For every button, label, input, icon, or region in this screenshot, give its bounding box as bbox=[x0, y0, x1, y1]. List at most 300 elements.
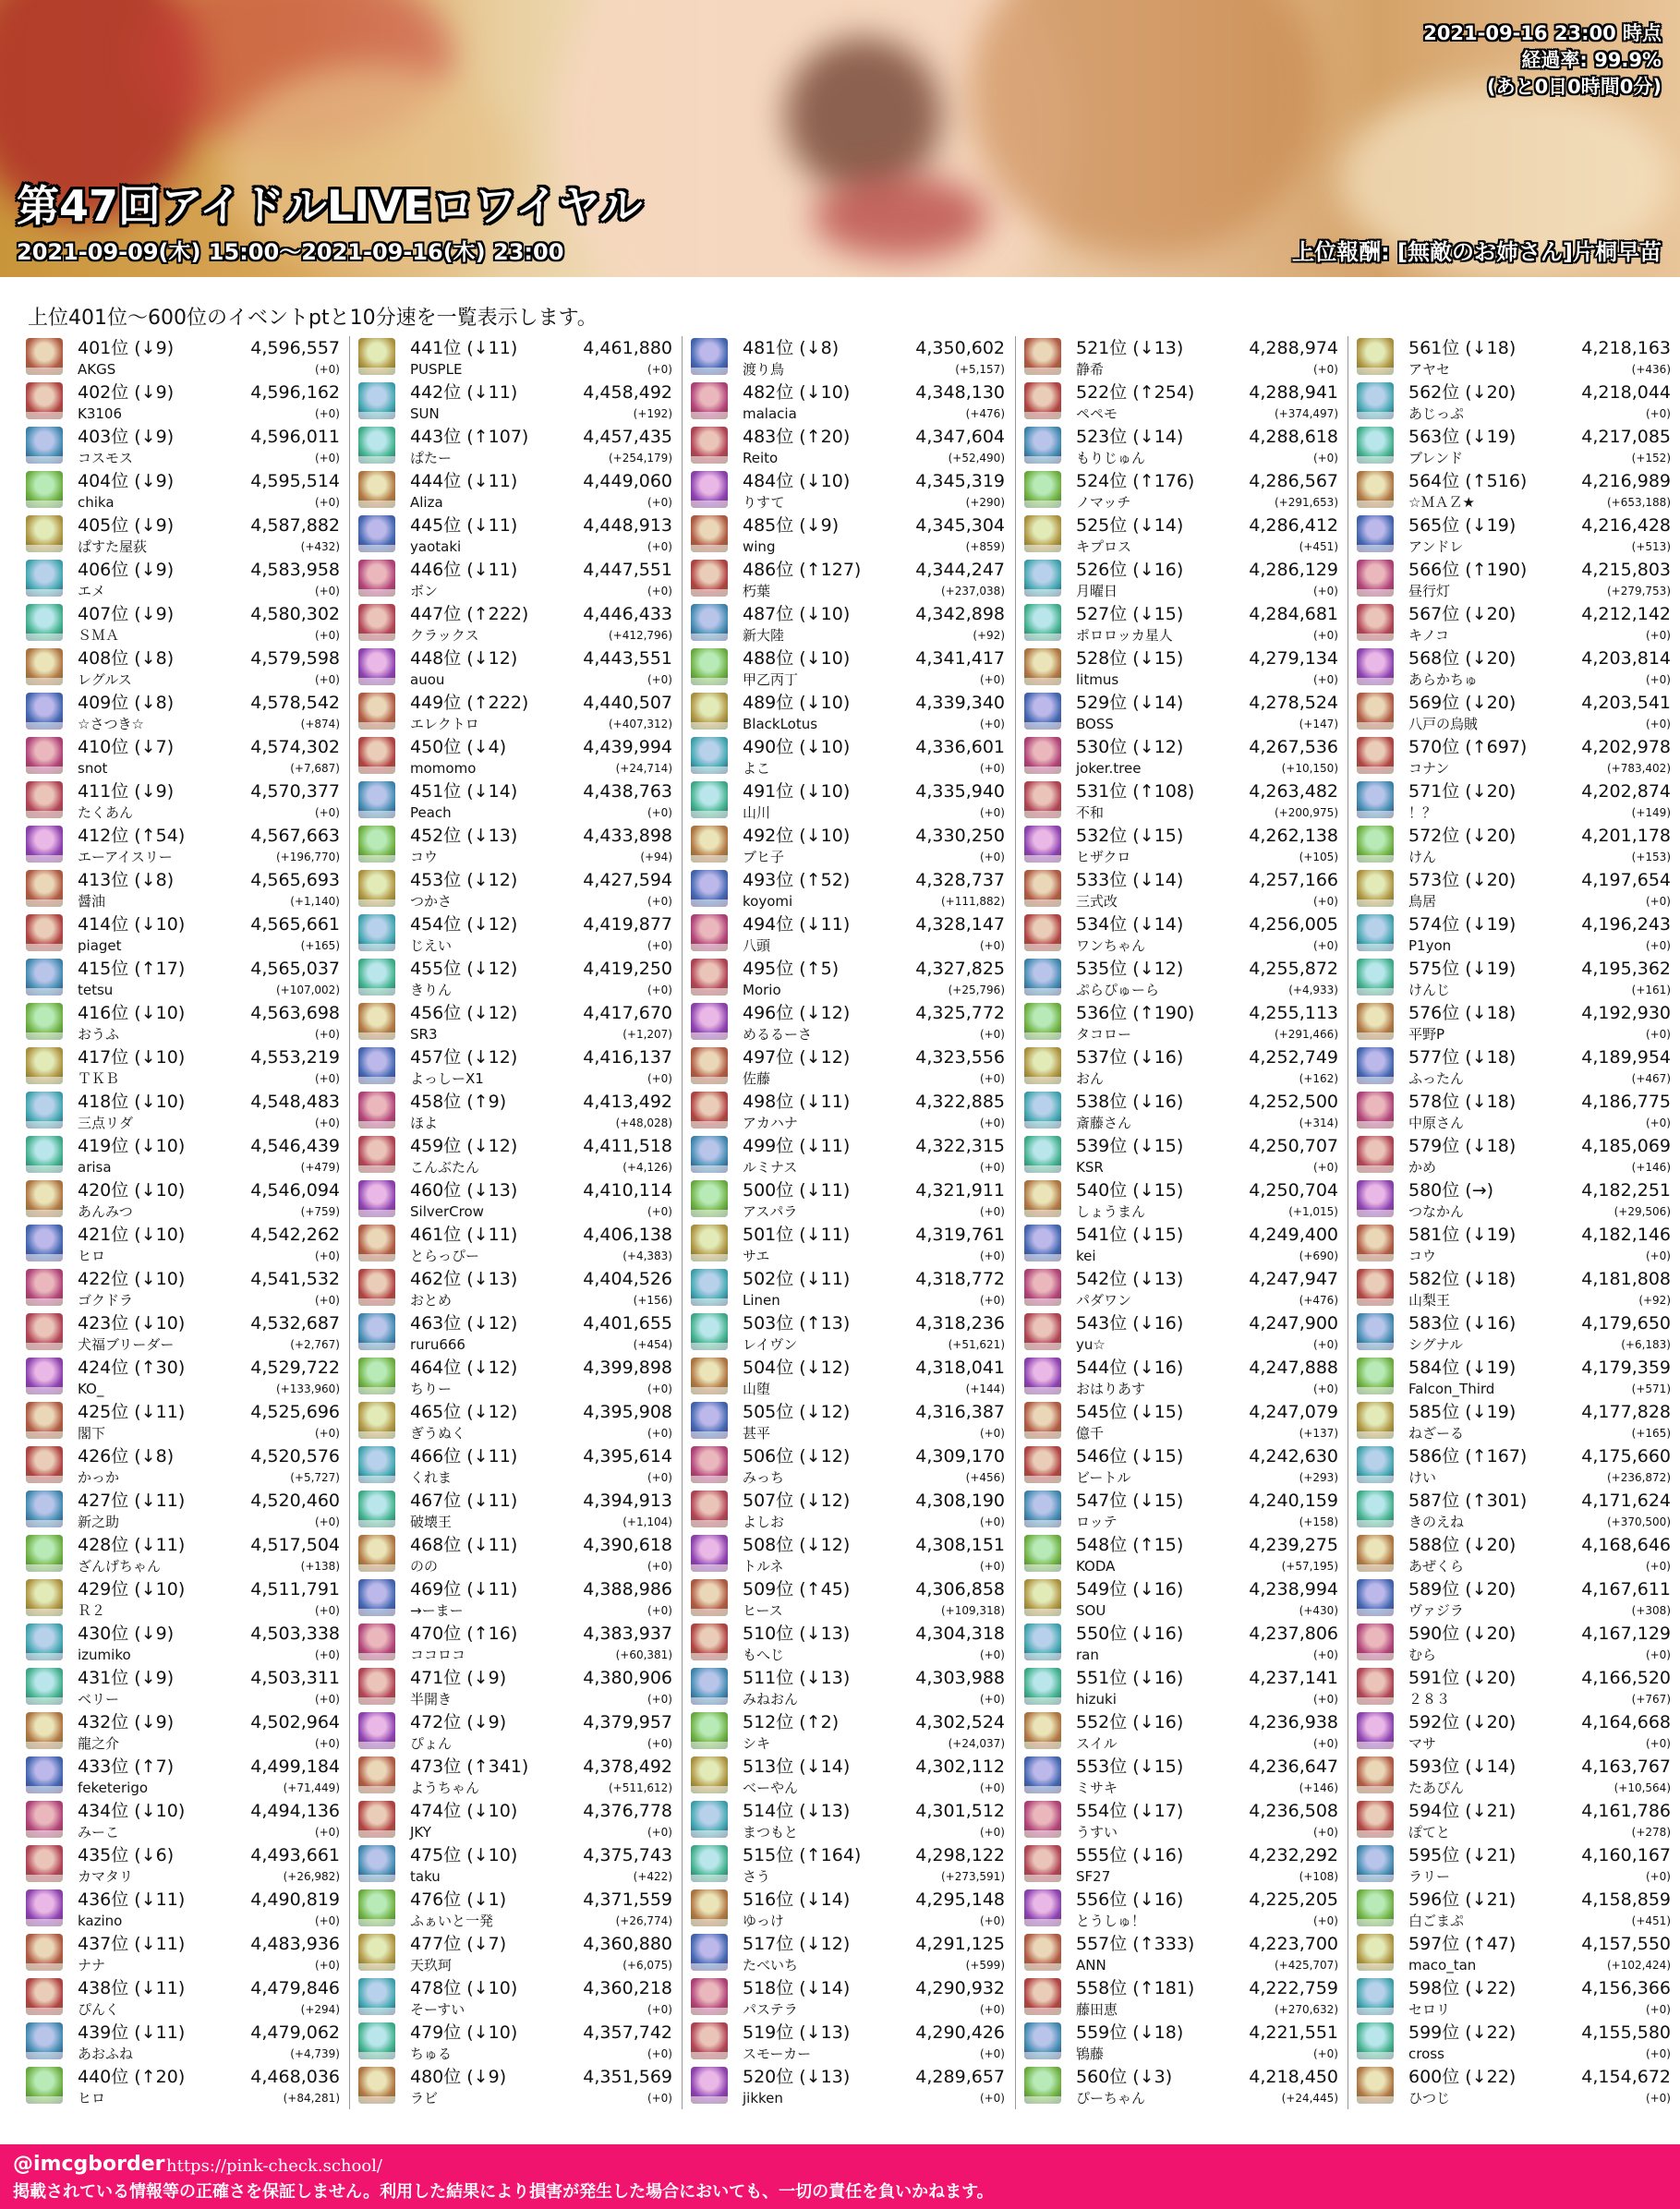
ranking-entry[interactable] bbox=[358, 912, 672, 957]
ranking-entry[interactable] bbox=[1357, 779, 1671, 824]
ranking-entry[interactable] bbox=[26, 1134, 340, 1178]
ranking-entry[interactable] bbox=[691, 1223, 1005, 1267]
player-avatar bbox=[1357, 515, 1394, 552]
points-10min-diff: (+0) bbox=[1645, 407, 1671, 420]
ranking-entry[interactable] bbox=[1024, 912, 1338, 957]
ranking-entry[interactable] bbox=[691, 1577, 1005, 1622]
ranking-entry[interactable] bbox=[26, 1045, 340, 1090]
ranking-entry[interactable] bbox=[1357, 336, 1671, 380]
ranking-entry[interactable] bbox=[26, 1888, 340, 1932]
ranking-entry[interactable] bbox=[1357, 735, 1671, 779]
ranking-entry[interactable] bbox=[691, 380, 1005, 425]
ranking-entry[interactable] bbox=[1024, 1356, 1338, 1400]
ranking-entry[interactable] bbox=[358, 1311, 672, 1356]
points-10min-diff: (+0) bbox=[1645, 1249, 1671, 1262]
event-points: 4,371,559 bbox=[583, 1889, 672, 1910]
ranking-entry[interactable] bbox=[691, 1356, 1005, 1400]
ranking-entry[interactable] bbox=[691, 1001, 1005, 1045]
ranking-entry[interactable] bbox=[1357, 1843, 1671, 1888]
ranking-entry[interactable] bbox=[358, 425, 672, 469]
points-10min-diff: (+273,591) bbox=[940, 1870, 1005, 1883]
ranking-entry[interactable] bbox=[691, 1134, 1005, 1178]
player-avatar bbox=[1024, 1801, 1061, 1838]
ranking-entry[interactable] bbox=[26, 824, 340, 868]
ranking-entry[interactable] bbox=[691, 868, 1005, 912]
ranking-entry[interactable] bbox=[26, 558, 340, 602]
ranking-entry[interactable] bbox=[358, 1400, 672, 1444]
ranking-entry[interactable] bbox=[1357, 691, 1671, 735]
event-points: 4,239,275 bbox=[1249, 1535, 1338, 1555]
player-name: つかさ bbox=[410, 893, 453, 910]
ranking-entry[interactable] bbox=[1024, 1533, 1338, 1577]
player-name: アカハナ bbox=[743, 1115, 798, 1131]
rank-change: 410位 (↓7) bbox=[78, 737, 175, 757]
ranking-entry[interactable] bbox=[26, 957, 340, 1001]
player-name: セロリ bbox=[1408, 2001, 1451, 2018]
event-points: 4,479,846 bbox=[250, 1978, 340, 1998]
ranking-entry[interactable] bbox=[1024, 1666, 1338, 1710]
ranking-entry[interactable] bbox=[1024, 1311, 1338, 1356]
ranking-entry[interactable] bbox=[358, 1666, 672, 1710]
ranking-entry[interactable] bbox=[1357, 912, 1671, 957]
event-points: 4,395,908 bbox=[583, 1402, 672, 1422]
event-points: 4,390,618 bbox=[583, 1535, 672, 1555]
ranking-entry[interactable] bbox=[691, 691, 1005, 735]
ranking-entry[interactable] bbox=[358, 957, 672, 1001]
ranking-entry[interactable] bbox=[358, 2021, 672, 2065]
ranking-entry[interactable] bbox=[26, 1533, 340, 1577]
player-avatar bbox=[358, 870, 395, 907]
ranking-entry[interactable] bbox=[26, 336, 340, 380]
points-10min-diff: (+432) bbox=[300, 540, 340, 553]
ranking-entry[interactable] bbox=[358, 1001, 672, 1045]
rank-change: 425位 (↓11) bbox=[78, 1402, 186, 1422]
points-10min-diff: (+479) bbox=[300, 1161, 340, 1174]
ranking-entry[interactable] bbox=[358, 1267, 672, 1311]
player-avatar bbox=[1357, 1535, 1394, 1572]
twitter-handle[interactable]: @imcgborder bbox=[13, 2153, 165, 2176]
ranking-entry[interactable] bbox=[1357, 646, 1671, 691]
player-avatar bbox=[1024, 737, 1061, 774]
rank-change: 419位 (↓10) bbox=[78, 1136, 186, 1156]
points-10min-diff: (+6,075) bbox=[622, 1959, 672, 1972]
ranking-entry[interactable] bbox=[691, 469, 1005, 513]
event-points: 4,327,825 bbox=[915, 959, 1005, 979]
ranking-entry[interactable] bbox=[26, 1090, 340, 1134]
rank-change: 454位 (↓12) bbox=[410, 914, 518, 935]
points-10min-diff: (+0) bbox=[979, 1826, 1005, 1839]
ranking-entry[interactable] bbox=[1024, 1932, 1338, 1976]
ranking-entry[interactable] bbox=[1357, 1799, 1671, 1843]
ranking-entry[interactable] bbox=[358, 1134, 672, 1178]
ranking-entry[interactable] bbox=[26, 1001, 340, 1045]
ranking-entry[interactable] bbox=[1024, 1400, 1338, 1444]
ranking-entry[interactable] bbox=[1024, 602, 1338, 646]
ranking-entry[interactable] bbox=[26, 1223, 340, 1267]
ranking-entry[interactable] bbox=[358, 868, 672, 912]
ranking-entry[interactable] bbox=[358, 469, 672, 513]
ranking-entry[interactable] bbox=[691, 1976, 1005, 2021]
ranking-entry[interactable] bbox=[358, 1622, 672, 1666]
player-avatar bbox=[26, 1889, 63, 1926]
ranking-entry[interactable] bbox=[26, 1267, 340, 1311]
player-avatar bbox=[1357, 1801, 1394, 1838]
rank-change: 515位 (↑164) bbox=[743, 1845, 862, 1865]
ranking-entry[interactable] bbox=[1024, 1799, 1338, 1843]
ranking-entry[interactable] bbox=[1024, 558, 1338, 602]
ranking-entry[interactable] bbox=[358, 1843, 672, 1888]
ranking-entry[interactable] bbox=[1024, 1843, 1338, 1888]
ranking-entry[interactable] bbox=[691, 1267, 1005, 1311]
ranking-entry[interactable] bbox=[358, 1976, 672, 2021]
ranking-entry[interactable] bbox=[26, 1577, 340, 1622]
event-points: 4,298,122 bbox=[915, 1845, 1005, 1865]
points-10min-diff: (+196,770) bbox=[275, 851, 340, 863]
ranking-entry[interactable] bbox=[358, 646, 672, 691]
banner-art bbox=[222, 65, 517, 268]
rank-change: 596位 (↓21) bbox=[1408, 1889, 1517, 1910]
ranking-entry[interactable] bbox=[26, 691, 340, 735]
ranking-entry[interactable] bbox=[691, 1311, 1005, 1356]
ranking-entry[interactable] bbox=[26, 469, 340, 513]
ranking-entry[interactable] bbox=[26, 1710, 340, 1755]
ranking-entry[interactable] bbox=[1357, 1444, 1671, 1489]
ranking-entry[interactable] bbox=[691, 1622, 1005, 1666]
player-avatar bbox=[358, 1712, 395, 1749]
column-divider bbox=[1015, 336, 1016, 2109]
ranking-entry[interactable] bbox=[1024, 2021, 1338, 2065]
ranking-entry[interactable] bbox=[1357, 1976, 1671, 2021]
ranking-entry[interactable] bbox=[1357, 1489, 1671, 1533]
ranking-entry[interactable] bbox=[1357, 824, 1671, 868]
points-10min-diff: (+0) bbox=[1312, 1826, 1338, 1839]
ranking-entry[interactable] bbox=[1024, 1178, 1338, 1223]
ranking-entry[interactable] bbox=[691, 1932, 1005, 1976]
player-avatar bbox=[691, 471, 728, 508]
ranking-entry[interactable] bbox=[1024, 1001, 1338, 1045]
ranking-entry[interactable] bbox=[1024, 1577, 1338, 1622]
ranking-entry[interactable] bbox=[26, 912, 340, 957]
event-points: 4,242,630 bbox=[1249, 1446, 1338, 1467]
rank-change: 461位 (↓11) bbox=[410, 1225, 518, 1245]
ranking-entry[interactable] bbox=[26, 1356, 340, 1400]
ranking-entry[interactable] bbox=[26, 646, 340, 691]
ranking-entry[interactable] bbox=[26, 1843, 340, 1888]
ranking-entry[interactable] bbox=[691, 779, 1005, 824]
player-name: jikken bbox=[743, 2090, 783, 2106]
points-10min-diff: (+0) bbox=[314, 363, 340, 376]
ranking-entry[interactable] bbox=[1357, 1755, 1671, 1799]
ranking-entry[interactable] bbox=[1024, 868, 1338, 912]
ranking-entry[interactable] bbox=[26, 1311, 340, 1356]
points-10min-diff: (+0) bbox=[647, 1560, 672, 1573]
ranking-entry[interactable] bbox=[26, 1178, 340, 1223]
ranking-entry[interactable] bbox=[691, 1045, 1005, 1090]
ranking-entry[interactable] bbox=[358, 1356, 672, 1400]
ranking-entry[interactable] bbox=[1357, 469, 1671, 513]
ranking-entry[interactable] bbox=[1024, 646, 1338, 691]
ranking-entry[interactable] bbox=[358, 1799, 672, 1843]
ranking-entry[interactable] bbox=[1357, 1178, 1671, 1223]
event-points: 4,189,954 bbox=[1581, 1047, 1671, 1068]
ranking-entry[interactable] bbox=[358, 735, 672, 779]
ranking-entry[interactable] bbox=[1024, 1755, 1338, 1799]
ranking-entry[interactable] bbox=[358, 1178, 672, 1223]
points-10min-diff: (+374,497) bbox=[1274, 407, 1338, 420]
rank-change: 435位 (↓6) bbox=[78, 1845, 175, 1865]
ranking-entry[interactable] bbox=[1357, 1888, 1671, 1932]
rank-change: 470位 (↑16) bbox=[410, 1624, 518, 1644]
ranking-entry[interactable] bbox=[26, 1799, 340, 1843]
ranking-entry[interactable] bbox=[1024, 1090, 1338, 1134]
ranking-entry[interactable] bbox=[26, 1932, 340, 1976]
ranking-entry[interactable] bbox=[358, 691, 672, 735]
event-points: 4,304,318 bbox=[915, 1624, 1005, 1644]
player-avatar bbox=[358, 1180, 395, 1217]
player-avatar bbox=[1024, 2022, 1061, 2059]
ranking-entry[interactable] bbox=[1357, 1311, 1671, 1356]
player-avatar bbox=[691, 959, 728, 996]
player-name: ココロコ bbox=[410, 1647, 466, 1663]
event-points: 4,406,138 bbox=[583, 1225, 672, 1245]
event-points: 4,570,377 bbox=[250, 781, 340, 802]
ranking-entry[interactable] bbox=[26, 1444, 340, 1489]
ranking-entry[interactable] bbox=[691, 513, 1005, 558]
ranking-entry[interactable] bbox=[358, 380, 672, 425]
player-name: りすて bbox=[743, 494, 785, 511]
ranking-entry[interactable] bbox=[26, 1400, 340, 1444]
event-points: 4,195,362 bbox=[1581, 959, 1671, 979]
ranking-entry[interactable] bbox=[358, 1444, 672, 1489]
points-10min-diff: (+0) bbox=[314, 1604, 340, 1617]
ranking-entry[interactable] bbox=[358, 602, 672, 646]
rank-change: 512位 (↑2) bbox=[743, 1712, 840, 1732]
ranking-entry[interactable] bbox=[1357, 1533, 1671, 1577]
ranking-entry[interactable] bbox=[26, 868, 340, 912]
ranking-entry[interactable] bbox=[691, 1843, 1005, 1888]
rank-change: 434位 (↓10) bbox=[78, 1801, 186, 1821]
ranking-entry[interactable] bbox=[691, 602, 1005, 646]
ranking-entry[interactable] bbox=[358, 1489, 672, 1533]
ranking-entry[interactable] bbox=[358, 1755, 672, 1799]
player-name: スイル bbox=[1076, 1735, 1118, 1752]
ranking-entry[interactable] bbox=[691, 646, 1005, 691]
ranking-entry[interactable] bbox=[1024, 513, 1338, 558]
ranking-entry[interactable] bbox=[1024, 1489, 1338, 1533]
ranking-entry[interactable] bbox=[26, 1622, 340, 1666]
ranking-entry[interactable] bbox=[1024, 957, 1338, 1001]
player-name: あんみつ bbox=[78, 1203, 133, 1220]
ranking-entry[interactable] bbox=[1024, 1888, 1338, 1932]
ranking-entry[interactable] bbox=[1357, 602, 1671, 646]
points-10min-diff: (+0) bbox=[979, 1914, 1005, 1927]
ranking-entry[interactable] bbox=[1357, 1223, 1671, 1267]
ranking-entry[interactable] bbox=[358, 1045, 672, 1090]
ranking-entry[interactable] bbox=[691, 336, 1005, 380]
event-points: 4,323,556 bbox=[915, 1047, 1005, 1068]
ranking-entry[interactable] bbox=[26, 2065, 340, 2109]
player-avatar bbox=[1024, 1225, 1061, 1261]
ranking-entry[interactable] bbox=[1357, 380, 1671, 425]
ranking-entry[interactable] bbox=[1357, 425, 1671, 469]
ranking-entry[interactable] bbox=[26, 735, 340, 779]
ranking-entry[interactable] bbox=[691, 1888, 1005, 1932]
ranking-entry[interactable] bbox=[1357, 1622, 1671, 1666]
player-name: 三式改 bbox=[1076, 893, 1118, 910]
ranking-entry[interactable] bbox=[691, 425, 1005, 469]
ranking-entry[interactable] bbox=[1024, 469, 1338, 513]
event-points: 4,438,763 bbox=[583, 781, 672, 802]
ranking-entry[interactable] bbox=[1357, 1400, 1671, 1444]
ranking-entry[interactable] bbox=[358, 1533, 672, 1577]
ranking-entry[interactable] bbox=[358, 2065, 672, 2109]
ranking-entry[interactable] bbox=[26, 425, 340, 469]
event-points: 4,388,986 bbox=[583, 1579, 672, 1599]
ranking-entry[interactable] bbox=[1357, 1666, 1671, 1710]
rank-change: 441位 (↓11) bbox=[410, 338, 518, 358]
event-points: 4,236,508 bbox=[1249, 1801, 1338, 1821]
event-points: 4,449,060 bbox=[583, 471, 672, 491]
ranking-entry[interactable] bbox=[1024, 425, 1338, 469]
ranking-entry[interactable] bbox=[1357, 1001, 1671, 1045]
player-avatar bbox=[26, 1668, 63, 1705]
ranking-entry[interactable] bbox=[691, 558, 1005, 602]
player-name: maco_tan bbox=[1408, 1957, 1477, 1974]
rank-change: 480位 (↓9) bbox=[410, 2067, 507, 2087]
ranking-entry[interactable] bbox=[1024, 735, 1338, 779]
ranking-entry[interactable] bbox=[1024, 1622, 1338, 1666]
ranking-entry[interactable] bbox=[358, 1710, 672, 1755]
ranking-entry[interactable] bbox=[26, 1976, 340, 2021]
site-url-link[interactable]: https://pink-check.school/ bbox=[166, 2156, 382, 2176]
event-points: 4,347,604 bbox=[915, 427, 1005, 447]
ranking-entry[interactable] bbox=[1357, 1267, 1671, 1311]
ranking-entry[interactable] bbox=[26, 1489, 340, 1533]
ranking-entry[interactable] bbox=[358, 1932, 672, 1976]
ranking-entry[interactable] bbox=[1024, 1045, 1338, 1090]
ranking-entry[interactable] bbox=[1357, 1045, 1671, 1090]
ranking-entry[interactable] bbox=[358, 513, 672, 558]
player-name: ぱたー bbox=[410, 450, 453, 466]
ranking-entry[interactable] bbox=[1024, 1444, 1338, 1489]
ranking-entry[interactable] bbox=[358, 779, 672, 824]
ranking-entry[interactable] bbox=[358, 558, 672, 602]
ranking-entry[interactable] bbox=[26, 380, 340, 425]
ranking-entry[interactable] bbox=[1357, 868, 1671, 912]
ranking-entry[interactable] bbox=[691, 1533, 1005, 1577]
disclaimer: 掲載されている情報等の正確さを保証しません。利用した結果により損害が発生した場合においても、一切の責任を負いかねます。 bbox=[13, 2182, 994, 2202]
ranking-entry[interactable] bbox=[358, 1577, 672, 1622]
ranking-entry[interactable] bbox=[691, 957, 1005, 1001]
ranking-entry[interactable] bbox=[691, 912, 1005, 957]
rank-change: 542位 (↓13) bbox=[1076, 1269, 1184, 1289]
player-name: さう bbox=[743, 1868, 771, 1885]
player-avatar bbox=[1024, 959, 1061, 996]
ranking-entry[interactable] bbox=[1357, 558, 1671, 602]
ranking-entry[interactable] bbox=[691, 1489, 1005, 1533]
ranking-entry[interactable] bbox=[691, 1666, 1005, 1710]
ranking-entry[interactable] bbox=[1357, 1710, 1671, 1755]
ranking-entry[interactable] bbox=[26, 602, 340, 646]
player-name: めるるーさ bbox=[743, 1026, 813, 1043]
ranking-entry[interactable] bbox=[26, 1755, 340, 1799]
ranking-entry[interactable] bbox=[1357, 1356, 1671, 1400]
ranking-entry[interactable] bbox=[1357, 1134, 1671, 1178]
points-10min-diff: (+0) bbox=[979, 1205, 1005, 1218]
ranking-entry[interactable] bbox=[1357, 1090, 1671, 1134]
player-name: 甲乙丙丁 bbox=[743, 671, 799, 688]
event-points: 4,181,808 bbox=[1581, 1269, 1671, 1289]
ranking-entry[interactable] bbox=[1357, 2065, 1671, 2109]
ranking-entry[interactable] bbox=[691, 1178, 1005, 1223]
event-points: 4,250,704 bbox=[1249, 1180, 1338, 1201]
ranking-entry[interactable] bbox=[1024, 691, 1338, 735]
ranking-entry[interactable] bbox=[691, 1400, 1005, 1444]
ranking-entry[interactable] bbox=[358, 336, 672, 380]
event-points: 4,252,749 bbox=[1249, 1047, 1338, 1068]
ranking-entry[interactable] bbox=[691, 735, 1005, 779]
points-10min-diff: (+10,564) bbox=[1614, 1781, 1671, 1794]
points-10min-diff: (+0) bbox=[1645, 1648, 1671, 1661]
ranking-entry[interactable] bbox=[1024, 2065, 1338, 2109]
ranking-entry[interactable] bbox=[26, 779, 340, 824]
ranking-entry[interactable] bbox=[26, 513, 340, 558]
ranking-entry[interactable] bbox=[1024, 380, 1338, 425]
ranking-entry[interactable] bbox=[1024, 1710, 1338, 1755]
ranking-entry[interactable] bbox=[691, 2021, 1005, 2065]
player-name: ＴＫＢ bbox=[78, 1070, 120, 1087]
points-10min-diff: (+25,796) bbox=[948, 984, 1005, 996]
ranking-entry[interactable] bbox=[358, 1888, 672, 1932]
rank-change: 422位 (↓10) bbox=[78, 1269, 186, 1289]
points-10min-diff: (+0) bbox=[314, 1959, 340, 1972]
rank-change: 493位 (↑52) bbox=[743, 870, 851, 890]
ranking-entry[interactable] bbox=[1357, 1932, 1671, 1976]
ranking-entry[interactable] bbox=[1357, 1577, 1671, 1622]
player-name: ボン bbox=[410, 583, 439, 599]
player-name: joker.tree bbox=[1076, 760, 1142, 777]
ranking-entry[interactable] bbox=[358, 1223, 672, 1267]
ranking-entry[interactable] bbox=[26, 1666, 340, 1710]
ranking-entry[interactable] bbox=[691, 1710, 1005, 1755]
ranking-entry[interactable] bbox=[1024, 336, 1338, 380]
player-avatar bbox=[358, 1446, 395, 1483]
player-avatar bbox=[358, 1225, 395, 1261]
ranking-entry[interactable] bbox=[1024, 1267, 1338, 1311]
ranking-entry[interactable] bbox=[1024, 779, 1338, 824]
ranking-entry[interactable] bbox=[358, 1090, 672, 1134]
ranking-entry[interactable] bbox=[691, 1799, 1005, 1843]
ranking-entry[interactable] bbox=[1024, 1134, 1338, 1178]
ranking-entry[interactable] bbox=[358, 824, 672, 868]
ranking-entry[interactable] bbox=[691, 2065, 1005, 2109]
ranking-entry[interactable] bbox=[691, 824, 1005, 868]
ranking-entry[interactable] bbox=[1357, 957, 1671, 1001]
ranking-entry[interactable] bbox=[691, 1090, 1005, 1134]
ranking-entry[interactable] bbox=[1024, 824, 1338, 868]
ranking-entry[interactable] bbox=[691, 1444, 1005, 1489]
ranking-entry[interactable] bbox=[1357, 513, 1671, 558]
points-10min-diff: (+1,140) bbox=[290, 895, 340, 908]
player-name: みーこ bbox=[78, 1824, 120, 1841]
ranking-entry[interactable] bbox=[1024, 1976, 1338, 2021]
ranking-entry[interactable] bbox=[1024, 1223, 1338, 1267]
event-points: 4,546,439 bbox=[250, 1136, 340, 1156]
player-avatar bbox=[691, 604, 728, 641]
ranking-entry[interactable] bbox=[1357, 2021, 1671, 2065]
ranking-entry[interactable] bbox=[26, 2021, 340, 2065]
ranking-entry[interactable] bbox=[691, 1755, 1005, 1799]
